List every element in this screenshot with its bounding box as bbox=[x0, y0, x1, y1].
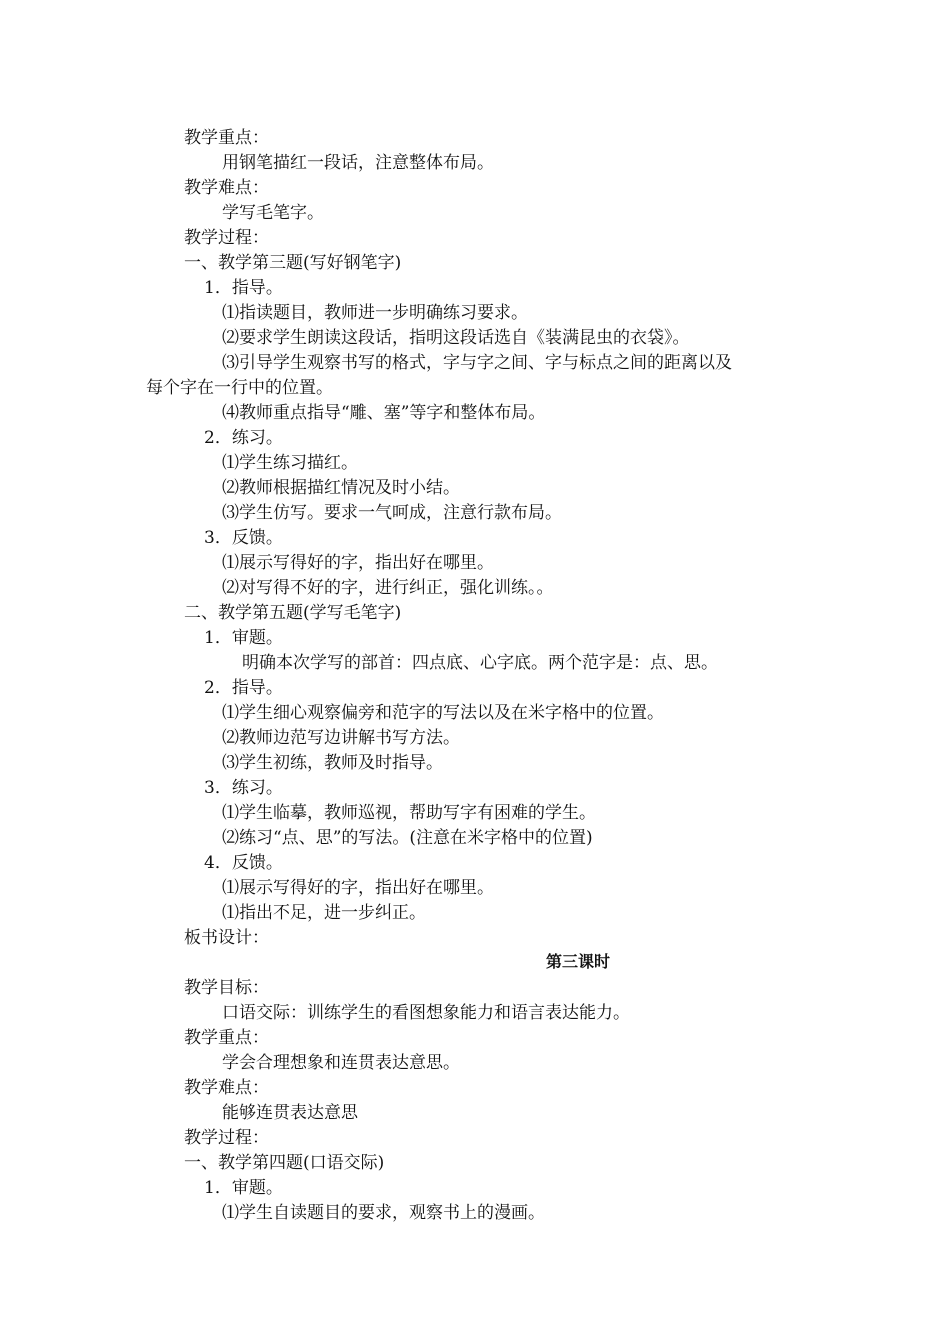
lesson-heading: 第三课时 bbox=[546, 952, 611, 971]
step-practice: 2．练习。 bbox=[204, 428, 283, 448]
item-text: ⑴指出不足，进一步纠正。 bbox=[222, 903, 426, 923]
item-text: ⑴展示写得好的字，指出好在哪里。 bbox=[222, 878, 494, 898]
item-text: 明确本次学写的部首：四点底、心字底。两个范字是：点、思。 bbox=[242, 653, 718, 673]
label-teaching-goal: 教学目标： bbox=[184, 978, 269, 998]
step-review: 1．审题。 bbox=[204, 1178, 283, 1198]
label-board-design: 板书设计： bbox=[184, 928, 269, 948]
text-goal-content: 口语交际：训练学生的看图想象能力和语言表达能力。 bbox=[222, 1003, 630, 1023]
item-text: ⑷教师重点指导“雕、塞”等字和整体布局。 bbox=[222, 403, 546, 423]
item-text: ⑵教师边范写边讲解书写方法。 bbox=[222, 728, 460, 748]
item-text: ⑵练习“点、思”的写法。(注意在米字格中的位置) bbox=[222, 828, 593, 848]
item-text: ⑴学生练习描红。 bbox=[222, 453, 358, 473]
text-difficulty-content: 学写毛笔字。 bbox=[222, 203, 324, 223]
step-feedback: 3．反馈。 bbox=[204, 528, 283, 548]
label-teaching-focus: 教学重点： bbox=[184, 1028, 269, 1048]
item-text: ⑶学生初练，教师及时指导。 bbox=[222, 753, 443, 773]
text-focus-content: 学会合理想象和连贯表达意思。 bbox=[222, 1053, 460, 1073]
item-text: ⑶引导学生观察书写的格式，字与字之间、字与标点之间的距离以及 bbox=[222, 353, 732, 373]
label-teaching-difficulty: 教学难点： bbox=[184, 1078, 269, 1098]
item-text: ⑴学生细心观察偏旁和范字的写法以及在米字格中的位置。 bbox=[222, 703, 664, 723]
label-teaching-focus: 教学重点： bbox=[184, 128, 269, 148]
text-focus-content: 用钢笔描红一段话，注意整体布局。 bbox=[222, 153, 494, 173]
item-text: ⑴学生自读题目的要求，观察书上的漫画。 bbox=[222, 1203, 545, 1223]
step-guide: 2．指导。 bbox=[204, 678, 283, 698]
item-text: ⑴展示写得好的字，指出好在哪里。 bbox=[222, 553, 494, 573]
section-two-title: 二、教学第五题(学写毛笔字) bbox=[184, 603, 402, 623]
text-difficulty-content: 能够连贯表达意思 bbox=[222, 1103, 358, 1123]
label-teaching-difficulty: 教学难点： bbox=[184, 178, 269, 198]
step-review: 1．审题。 bbox=[204, 628, 283, 648]
item-text-continued: 每个字在一行中的位置。 bbox=[146, 378, 333, 398]
item-text: ⑵要求学生朗读这段话，指明这段话选自《装满昆虫的衣袋》。 bbox=[222, 328, 690, 348]
item-text: ⑵对写得不好的字，进行纠正，强化训练。。 bbox=[222, 578, 554, 598]
step-practice: 3．练习。 bbox=[204, 778, 283, 798]
section-one-title: 一、教学第四题(口语交际) bbox=[184, 1153, 385, 1173]
label-teaching-process: 教学过程： bbox=[184, 1128, 269, 1148]
item-text: ⑵教师根据描红情况及时小结。 bbox=[222, 478, 460, 498]
item-text: ⑴学生临摹，教师巡视，帮助写字有困难的学生。 bbox=[222, 803, 596, 823]
label-teaching-process: 教学过程： bbox=[184, 228, 269, 248]
section-one-title: 一、教学第三题(写好钢笔字) bbox=[184, 253, 402, 273]
step-guide: 1．指导。 bbox=[204, 278, 283, 298]
item-text: ⑶学生仿写。要求一气呵成，注意行款布局。 bbox=[222, 503, 562, 523]
step-feedback: 4．反馈。 bbox=[204, 853, 283, 873]
item-text: ⑴指读题目，教师进一步明确练习要求。 bbox=[222, 303, 528, 323]
